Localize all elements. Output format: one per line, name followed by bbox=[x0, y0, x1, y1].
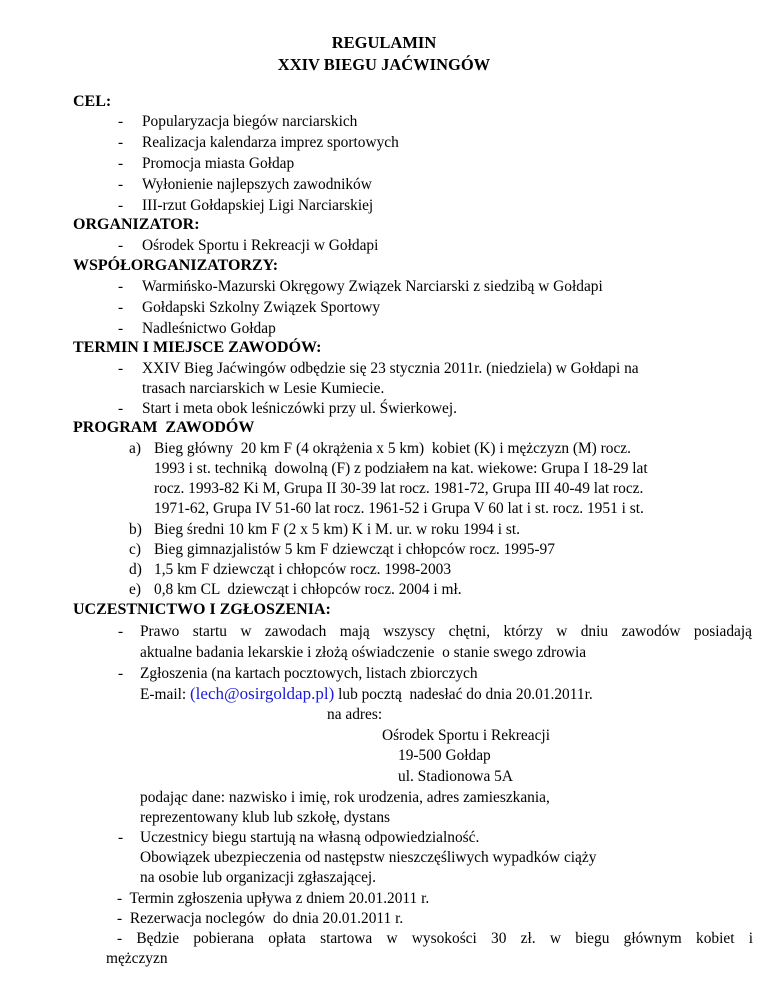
wspolorganizator-item: Warmińsko-Mazurski Okręgowy Związek Narciarski z siedzibą w Gołdapi bbox=[142, 278, 603, 295]
bullet-dash: - bbox=[118, 197, 124, 214]
document-subtitle: XXIV BIEGU JAĆWINGÓW bbox=[277, 55, 491, 74]
uczestnictwo-item-cont: na osobie lub organizacji zgłaszającej. bbox=[140, 869, 377, 886]
program-item-a-cont: 1993 i st. techniką dowolną (F) z podziałem na kat. wiekowe: Grupa I 18-29 lat bbox=[154, 460, 648, 477]
address-line: Ośrodek Sportu i Rekreacji bbox=[382, 727, 550, 744]
termin-item: Start i meta obok leśniczówki przy ul. Świerkowej. bbox=[142, 400, 458, 417]
uczestnictwo-item-cont: Obowiązek ubezpieczenia od następstw nieszczęśliwych wypadków ciąży bbox=[140, 849, 597, 866]
program-item-b: Bieg średni 10 km F (2 x 5 km) K i M. ur. w roku 1994 i st. bbox=[154, 521, 520, 538]
wspolorganizator-item: Nadleśnictwo Gołdap bbox=[142, 320, 276, 337]
dane-line: reprezentowany klub lub szkołę, dystans bbox=[140, 809, 391, 826]
program-item-a-cont: 1971-62, Grupa IV 51-60 lat rocz. 1961-52 i Grupa V 60 lat i st. rocz. 1951 i st. bbox=[154, 500, 644, 517]
cel-item: III-rzut Gołdapskiej Ligi Narciarskiej bbox=[142, 197, 374, 214]
address-label: na adres: bbox=[327, 706, 383, 723]
list-marker: e) bbox=[129, 581, 141, 598]
termin-item: XXIV Bieg Jaćwingów odbędzie się 23 stycznia 2011r. (niedziela) w Gołdapi na bbox=[142, 360, 639, 377]
uczestnictwo-item: Uczestnicy biegu startują na własną odpowiedzialność. bbox=[140, 829, 480, 846]
cel-item: Promocja miasta Gołdap bbox=[142, 155, 295, 172]
uczestnictwo-item-cont: mężczyzn bbox=[106, 950, 168, 967]
address-line: ul. Stadionowa 5A bbox=[398, 768, 513, 785]
email-label: E-mail: bbox=[140, 686, 191, 703]
program-item-a: Bieg główny 20 km F (4 okrążenia x 5 km) kobiet (K) i mężczyzn (M) rocz. bbox=[154, 440, 631, 457]
uczestnictwo-item: - Rezerwacja noclegów do dnia 20.01.2011 r. bbox=[117, 910, 404, 927]
list-marker: c) bbox=[129, 541, 141, 558]
organizator-item: Ośrodek Sportu i Rekreacji w Gołdapi bbox=[142, 237, 379, 254]
termin-item-cont: trasach narciarskich w Lesie Kumiecie. bbox=[142, 380, 385, 397]
bullet-dash: - bbox=[118, 134, 124, 151]
program-item-d: 1,5 km F dziewcząt i chłopców rocz. 1998-2003 bbox=[154, 561, 452, 578]
cel-heading: CEL: bbox=[73, 93, 112, 110]
organizator-heading: ORGANIZATOR: bbox=[73, 216, 200, 233]
wspolorganizatorzy-heading: WSPÓŁORGANIZATORZY: bbox=[73, 257, 279, 274]
address-line: 19-500 Gołdap bbox=[398, 747, 491, 764]
bullet-dash: - bbox=[118, 665, 124, 682]
cel-item: Wyłonienie najlepszych zawodników bbox=[142, 176, 372, 193]
bullet-dash: - bbox=[118, 299, 124, 316]
bullet-dash: - bbox=[118, 155, 124, 172]
list-marker: d) bbox=[129, 561, 142, 578]
wspolorganizator-item: Gołdapski Szkolny Związek Sportowy bbox=[142, 299, 381, 316]
cel-item: Realizacja kalendarza imprez sportowych bbox=[142, 134, 399, 151]
email-after: lub pocztą nadesłać do dnia 20.01.2011r. bbox=[334, 686, 593, 703]
program-heading: PROGRAM ZAWODÓW bbox=[73, 419, 255, 436]
bullet-dash: - bbox=[118, 176, 124, 193]
program-item-e: 0,8 km CL dziewcząt i chłopców rocz. 2004 i mł. bbox=[154, 581, 462, 598]
uczestnictwo-item: - Będzie pobierana opłata startowa w wysokości 30 zł. w biegu głównym kobiet i bbox=[117, 930, 753, 947]
uczestnictwo-item: - Termin zgłoszenia upływa z dniem 20.01.2011 r. bbox=[117, 890, 430, 907]
list-marker: a) bbox=[129, 440, 141, 457]
bullet-dash: - bbox=[118, 360, 124, 377]
document-title: REGULAMIN bbox=[331, 33, 437, 52]
bullet-dash: - bbox=[118, 623, 124, 640]
uczestnictwo-item: Zgłoszenia (na kartach pocztowych, listach zbiorczych bbox=[140, 665, 478, 682]
bullet-dash: - bbox=[118, 829, 124, 846]
program-item-a-cont: rocz. 1993-82 Ki M, Grupa II 30-39 lat rocz. 1981-72, Grupa III 40-49 lat rocz. bbox=[154, 480, 644, 497]
program-item-c: Bieg gimnazjalistów 5 km F dziewcząt i chłopców rocz. 1995-97 bbox=[154, 541, 555, 558]
cel-item: Popularyzacja biegów narciarskich bbox=[142, 113, 358, 130]
uczestnictwo-item: Prawo startu w zawodach mają wszyscy chętni, którzy w dniu zawodów posiadają bbox=[140, 623, 752, 640]
bullet-dash: - bbox=[118, 400, 124, 417]
dane-line: podając dane: nazwisko i imię, rok urodzenia, adres zamieszkania, bbox=[140, 789, 550, 806]
bullet-dash: - bbox=[118, 113, 124, 130]
bullet-dash: - bbox=[118, 278, 124, 295]
uczestnictwo-item-cont: aktualne badania lekarskie i złożą oświadczenie o stanie swego zdrowia bbox=[140, 644, 587, 661]
list-marker: b) bbox=[129, 521, 142, 538]
bullet-dash: - bbox=[118, 237, 124, 254]
bullet-dash: - bbox=[118, 320, 124, 337]
email-link[interactable]: (lech@osirgoldap.pl) bbox=[190, 684, 335, 703]
email-line bbox=[140, 684, 593, 706]
uczestnictwo-heading: UCZESTNICTWO I ZGŁOSZENIA: bbox=[73, 601, 331, 618]
termin-heading: TERMIN I MIEJSCE ZAWODÓW: bbox=[73, 339, 322, 356]
